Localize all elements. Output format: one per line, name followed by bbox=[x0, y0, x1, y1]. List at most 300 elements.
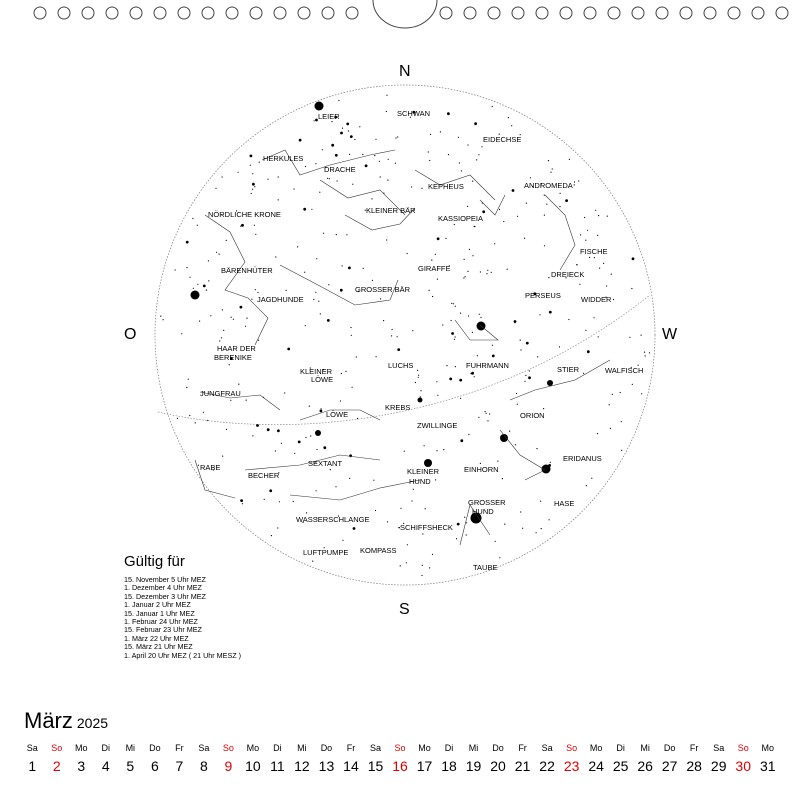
star bbox=[428, 151, 429, 152]
star bbox=[186, 387, 187, 388]
calendar-day bbox=[216, 743, 241, 783]
day-number: 15 bbox=[367, 758, 384, 774]
weekday-label: Sa bbox=[369, 743, 381, 753]
day-number: 26 bbox=[637, 758, 653, 774]
day-number: 30 bbox=[735, 758, 751, 774]
day-number: 17 bbox=[416, 758, 433, 774]
star bbox=[631, 288, 632, 289]
calendar-day bbox=[69, 743, 94, 783]
star bbox=[507, 269, 508, 270]
star bbox=[240, 499, 243, 502]
star bbox=[267, 428, 270, 431]
star bbox=[472, 255, 473, 256]
star bbox=[346, 234, 347, 235]
star bbox=[524, 381, 525, 382]
weekday-label: Fr bbox=[346, 743, 356, 753]
day-number: 21 bbox=[514, 758, 531, 774]
weekday-label: So bbox=[51, 743, 63, 753]
weekday-label: So bbox=[394, 743, 406, 753]
star bbox=[387, 521, 388, 522]
star bbox=[467, 206, 468, 207]
weekday-label: So bbox=[737, 743, 749, 753]
day-number: 12 bbox=[294, 758, 310, 774]
star bbox=[297, 246, 298, 247]
day-number: 25 bbox=[612, 758, 629, 774]
constellation-label: ZWILLINGE bbox=[417, 421, 458, 430]
star bbox=[460, 313, 461, 314]
weekday-label: Di bbox=[616, 743, 625, 753]
star bbox=[199, 321, 200, 322]
star bbox=[449, 378, 452, 381]
star bbox=[189, 415, 190, 416]
star bbox=[539, 314, 540, 315]
calendar-day bbox=[290, 743, 315, 783]
month-name: März bbox=[24, 708, 73, 733]
weekday-label: Mi bbox=[297, 743, 307, 753]
star bbox=[230, 400, 231, 401]
weekday-label: Di bbox=[273, 743, 282, 753]
star bbox=[404, 451, 405, 452]
star bbox=[363, 268, 364, 269]
calendar-strip bbox=[20, 743, 780, 783]
star bbox=[208, 280, 209, 281]
star bbox=[189, 277, 190, 278]
weekday-label: Do bbox=[149, 743, 161, 753]
star bbox=[515, 444, 516, 445]
constellation-label: KLEINER bbox=[300, 367, 333, 376]
calendar-day bbox=[94, 743, 119, 783]
star bbox=[447, 112, 450, 115]
star bbox=[591, 478, 592, 479]
star bbox=[461, 170, 462, 171]
constellation-label: LEIER bbox=[318, 112, 340, 121]
star bbox=[420, 396, 421, 397]
star bbox=[320, 313, 321, 314]
star bbox=[340, 400, 341, 401]
star bbox=[477, 355, 478, 356]
star bbox=[321, 408, 322, 409]
day-number: 31 bbox=[759, 758, 776, 774]
weekday-label: Di bbox=[444, 743, 454, 753]
star bbox=[491, 272, 492, 273]
star bbox=[351, 335, 352, 336]
star bbox=[455, 366, 456, 367]
star bbox=[520, 349, 521, 350]
star bbox=[362, 154, 363, 155]
star bbox=[329, 178, 330, 179]
weekday-label: Mo bbox=[75, 743, 88, 753]
star bbox=[380, 298, 381, 299]
star bbox=[451, 320, 452, 321]
star bbox=[386, 111, 387, 112]
calendar-day bbox=[559, 743, 584, 783]
star bbox=[520, 511, 521, 512]
calendar-day bbox=[339, 743, 364, 783]
star bbox=[458, 137, 459, 138]
star bbox=[386, 95, 387, 96]
star bbox=[375, 510, 376, 511]
star bbox=[479, 314, 480, 315]
bright-star bbox=[547, 380, 553, 386]
star bbox=[388, 159, 389, 160]
star bbox=[386, 239, 387, 240]
star bbox=[350, 327, 351, 328]
star bbox=[451, 332, 454, 335]
star bbox=[611, 274, 612, 275]
bright-star bbox=[191, 291, 200, 300]
star bbox=[536, 532, 537, 533]
star bbox=[256, 424, 259, 427]
star bbox=[468, 315, 469, 316]
star bbox=[577, 264, 578, 265]
star bbox=[516, 393, 517, 394]
compass-west: W bbox=[662, 326, 678, 343]
star bbox=[494, 243, 495, 244]
star bbox=[517, 216, 518, 217]
day-number: 7 bbox=[175, 758, 184, 774]
star bbox=[579, 284, 580, 285]
star bbox=[210, 315, 211, 316]
constellation-labels bbox=[200, 109, 643, 572]
star bbox=[397, 136, 398, 137]
star bbox=[436, 450, 437, 451]
star bbox=[482, 210, 485, 213]
star bbox=[222, 456, 223, 457]
star bbox=[223, 330, 224, 331]
star bbox=[436, 381, 437, 382]
star bbox=[468, 434, 469, 435]
star bbox=[440, 131, 441, 132]
constellation-line bbox=[290, 480, 420, 500]
star bbox=[472, 181, 473, 182]
star bbox=[365, 164, 368, 167]
day-number: 29 bbox=[710, 758, 727, 774]
star bbox=[489, 413, 490, 414]
star bbox=[544, 195, 545, 196]
calendar-day bbox=[535, 743, 560, 783]
star bbox=[259, 162, 260, 163]
star bbox=[487, 270, 488, 271]
star bbox=[454, 339, 455, 340]
star bbox=[536, 448, 537, 449]
calendar-day bbox=[167, 743, 192, 783]
star bbox=[645, 355, 646, 356]
star bbox=[474, 226, 475, 227]
star bbox=[304, 272, 305, 273]
weekday-label: Mi bbox=[468, 743, 479, 753]
star bbox=[486, 413, 487, 414]
constellation-label: BÄRENHÜTER bbox=[221, 266, 273, 275]
day-number: 28 bbox=[686, 758, 702, 774]
star bbox=[437, 237, 440, 240]
star bbox=[340, 289, 343, 292]
constellation-label: KASSIOPEIA bbox=[438, 214, 484, 223]
validity-list bbox=[124, 576, 241, 660]
star bbox=[207, 420, 208, 421]
constellation-label: SCHWAN bbox=[397, 109, 431, 118]
star bbox=[323, 446, 326, 449]
validity-entry: 15. November 5 Uhr MEZ bbox=[124, 575, 206, 584]
star bbox=[529, 370, 530, 371]
star bbox=[560, 193, 561, 194]
star bbox=[277, 429, 280, 432]
star bbox=[391, 335, 392, 336]
star bbox=[435, 254, 436, 255]
day-number: 16 bbox=[392, 758, 408, 774]
month-year: 2025 bbox=[76, 715, 109, 731]
star bbox=[352, 387, 353, 388]
star bbox=[492, 106, 493, 107]
star bbox=[316, 258, 317, 259]
constellation-label: EINHORN bbox=[464, 465, 499, 474]
star bbox=[197, 284, 198, 285]
star bbox=[463, 277, 464, 278]
star bbox=[252, 435, 253, 436]
day-number: 24 bbox=[588, 758, 604, 774]
constellation-label: WASSERSCHLANGE bbox=[296, 515, 370, 524]
star bbox=[246, 400, 247, 401]
star bbox=[641, 335, 642, 336]
star bbox=[421, 575, 422, 576]
star bbox=[443, 449, 444, 450]
star bbox=[587, 230, 588, 231]
day-number: 9 bbox=[224, 758, 233, 774]
weekday-label: Sa bbox=[541, 743, 553, 753]
star bbox=[453, 303, 454, 304]
star bbox=[327, 178, 328, 179]
star bbox=[267, 179, 268, 180]
star bbox=[612, 394, 613, 395]
constellation-label: GIRAFFE bbox=[418, 264, 451, 273]
day-number: 22 bbox=[539, 758, 555, 774]
star bbox=[395, 137, 396, 138]
star bbox=[335, 154, 338, 157]
star bbox=[520, 340, 521, 341]
star bbox=[526, 203, 527, 204]
star bbox=[298, 441, 301, 444]
star bbox=[342, 265, 343, 266]
day-number: 8 bbox=[199, 758, 208, 774]
star bbox=[546, 204, 547, 205]
star bbox=[356, 356, 357, 357]
star bbox=[241, 224, 244, 227]
star bbox=[342, 128, 343, 129]
star bbox=[188, 379, 189, 380]
star bbox=[251, 193, 252, 194]
star bbox=[460, 439, 463, 442]
star bbox=[407, 544, 408, 545]
calendar-day bbox=[20, 743, 45, 783]
star bbox=[193, 288, 194, 289]
star bbox=[609, 404, 610, 405]
star bbox=[543, 408, 544, 409]
star bbox=[459, 379, 462, 382]
star bbox=[354, 139, 355, 140]
calendar-day bbox=[388, 743, 413, 783]
star bbox=[485, 411, 486, 412]
constellation-label: WIDDER bbox=[581, 295, 612, 304]
star bbox=[420, 390, 421, 391]
calendar-day bbox=[241, 743, 266, 783]
star bbox=[331, 121, 332, 122]
star bbox=[621, 421, 622, 422]
star bbox=[379, 161, 380, 162]
validity-entry: 15. Januar 1 Uhr MEZ bbox=[124, 608, 195, 618]
star bbox=[418, 375, 419, 376]
star bbox=[255, 234, 256, 235]
star bbox=[411, 186, 412, 187]
star bbox=[492, 345, 493, 346]
star bbox=[448, 154, 449, 155]
star bbox=[198, 465, 199, 466]
star bbox=[437, 395, 438, 396]
star bbox=[512, 189, 515, 192]
star bbox=[644, 352, 645, 353]
star bbox=[525, 375, 526, 376]
star bbox=[238, 384, 239, 385]
day-number: 5 bbox=[126, 758, 135, 774]
star bbox=[251, 299, 252, 300]
star bbox=[620, 392, 621, 393]
star bbox=[415, 382, 416, 383]
calendar-day bbox=[682, 743, 707, 783]
calendar-day bbox=[657, 743, 682, 783]
day-number: 23 bbox=[563, 758, 580, 774]
star bbox=[597, 433, 598, 434]
star bbox=[511, 125, 512, 126]
star bbox=[467, 271, 468, 272]
star bbox=[503, 221, 504, 222]
star bbox=[197, 225, 198, 226]
star bbox=[281, 443, 282, 444]
star bbox=[429, 160, 430, 161]
constellation-label: DRACHE bbox=[324, 165, 356, 174]
validity-heading: Gültig für bbox=[124, 553, 185, 570]
star bbox=[429, 290, 430, 291]
star bbox=[480, 463, 481, 464]
weekday-label: Sa bbox=[198, 743, 210, 753]
star bbox=[446, 365, 447, 366]
star bbox=[219, 254, 220, 255]
constellation-label: STIER bbox=[557, 365, 580, 374]
weekday-label: Di bbox=[101, 743, 111, 753]
star bbox=[215, 188, 216, 189]
star bbox=[316, 490, 317, 491]
star bbox=[375, 139, 376, 140]
compass-east: O bbox=[124, 326, 137, 343]
star bbox=[277, 527, 278, 528]
star bbox=[459, 162, 460, 163]
star bbox=[305, 437, 306, 438]
star bbox=[492, 355, 495, 358]
star bbox=[206, 290, 207, 291]
weekday-label: So bbox=[222, 743, 234, 753]
constellation-line bbox=[455, 320, 498, 340]
star bbox=[478, 417, 479, 418]
day-number: 3 bbox=[77, 758, 86, 774]
star bbox=[226, 429, 227, 430]
star bbox=[481, 146, 482, 147]
star bbox=[163, 319, 164, 320]
star bbox=[328, 284, 329, 285]
star bbox=[451, 303, 452, 304]
star bbox=[549, 519, 550, 520]
star bbox=[487, 420, 488, 421]
star bbox=[568, 319, 569, 320]
star bbox=[470, 373, 471, 374]
star bbox=[238, 172, 239, 173]
constellation-label: ORION bbox=[520, 411, 545, 420]
star bbox=[442, 324, 443, 325]
star bbox=[574, 184, 575, 185]
star bbox=[309, 406, 310, 407]
weekday-label: Mo bbox=[418, 743, 431, 753]
star bbox=[524, 238, 525, 239]
star bbox=[349, 478, 350, 479]
calendar-day bbox=[265, 743, 290, 783]
day-number: 1 bbox=[28, 758, 37, 774]
star bbox=[371, 198, 372, 199]
day-number: 19 bbox=[465, 758, 482, 774]
constellation-label: ERIDANUS bbox=[563, 454, 602, 463]
star bbox=[269, 489, 272, 492]
star bbox=[574, 181, 575, 182]
weekday-label: Sa bbox=[26, 743, 38, 753]
star bbox=[569, 159, 570, 160]
star bbox=[252, 183, 255, 186]
star bbox=[348, 267, 351, 270]
star bbox=[549, 311, 552, 314]
star bbox=[222, 176, 223, 177]
star bbox=[252, 189, 253, 190]
star bbox=[353, 527, 356, 530]
star bbox=[413, 489, 414, 490]
star bbox=[585, 240, 586, 241]
validity-box bbox=[124, 553, 241, 660]
star bbox=[181, 333, 182, 334]
constellation-label: DREIECK bbox=[551, 270, 585, 279]
star bbox=[544, 215, 545, 216]
star bbox=[476, 159, 477, 160]
constellation-label: JAGDHUNDE bbox=[257, 295, 304, 304]
star bbox=[421, 188, 422, 189]
bright-star bbox=[315, 102, 324, 111]
star bbox=[335, 486, 336, 487]
constellation-label: SEXTANT bbox=[308, 459, 343, 468]
validity-entry: 15. März 21 Uhr MEZ bbox=[124, 642, 193, 652]
star bbox=[544, 245, 545, 246]
day-number: 11 bbox=[270, 758, 285, 774]
constellation-label: HASE bbox=[554, 499, 575, 508]
month-title bbox=[24, 708, 108, 734]
star bbox=[246, 318, 247, 319]
star bbox=[499, 557, 500, 558]
constellation-label: LÖWE bbox=[311, 375, 334, 384]
star bbox=[195, 422, 196, 423]
star bbox=[599, 268, 600, 269]
star bbox=[397, 348, 400, 351]
star bbox=[271, 535, 272, 536]
star bbox=[472, 332, 473, 333]
star bbox=[548, 160, 549, 161]
star bbox=[392, 329, 393, 330]
star bbox=[474, 122, 477, 125]
star bbox=[417, 370, 418, 371]
star bbox=[216, 252, 217, 253]
star bbox=[287, 348, 290, 351]
day-number: 6 bbox=[150, 758, 159, 774]
star bbox=[528, 376, 531, 379]
